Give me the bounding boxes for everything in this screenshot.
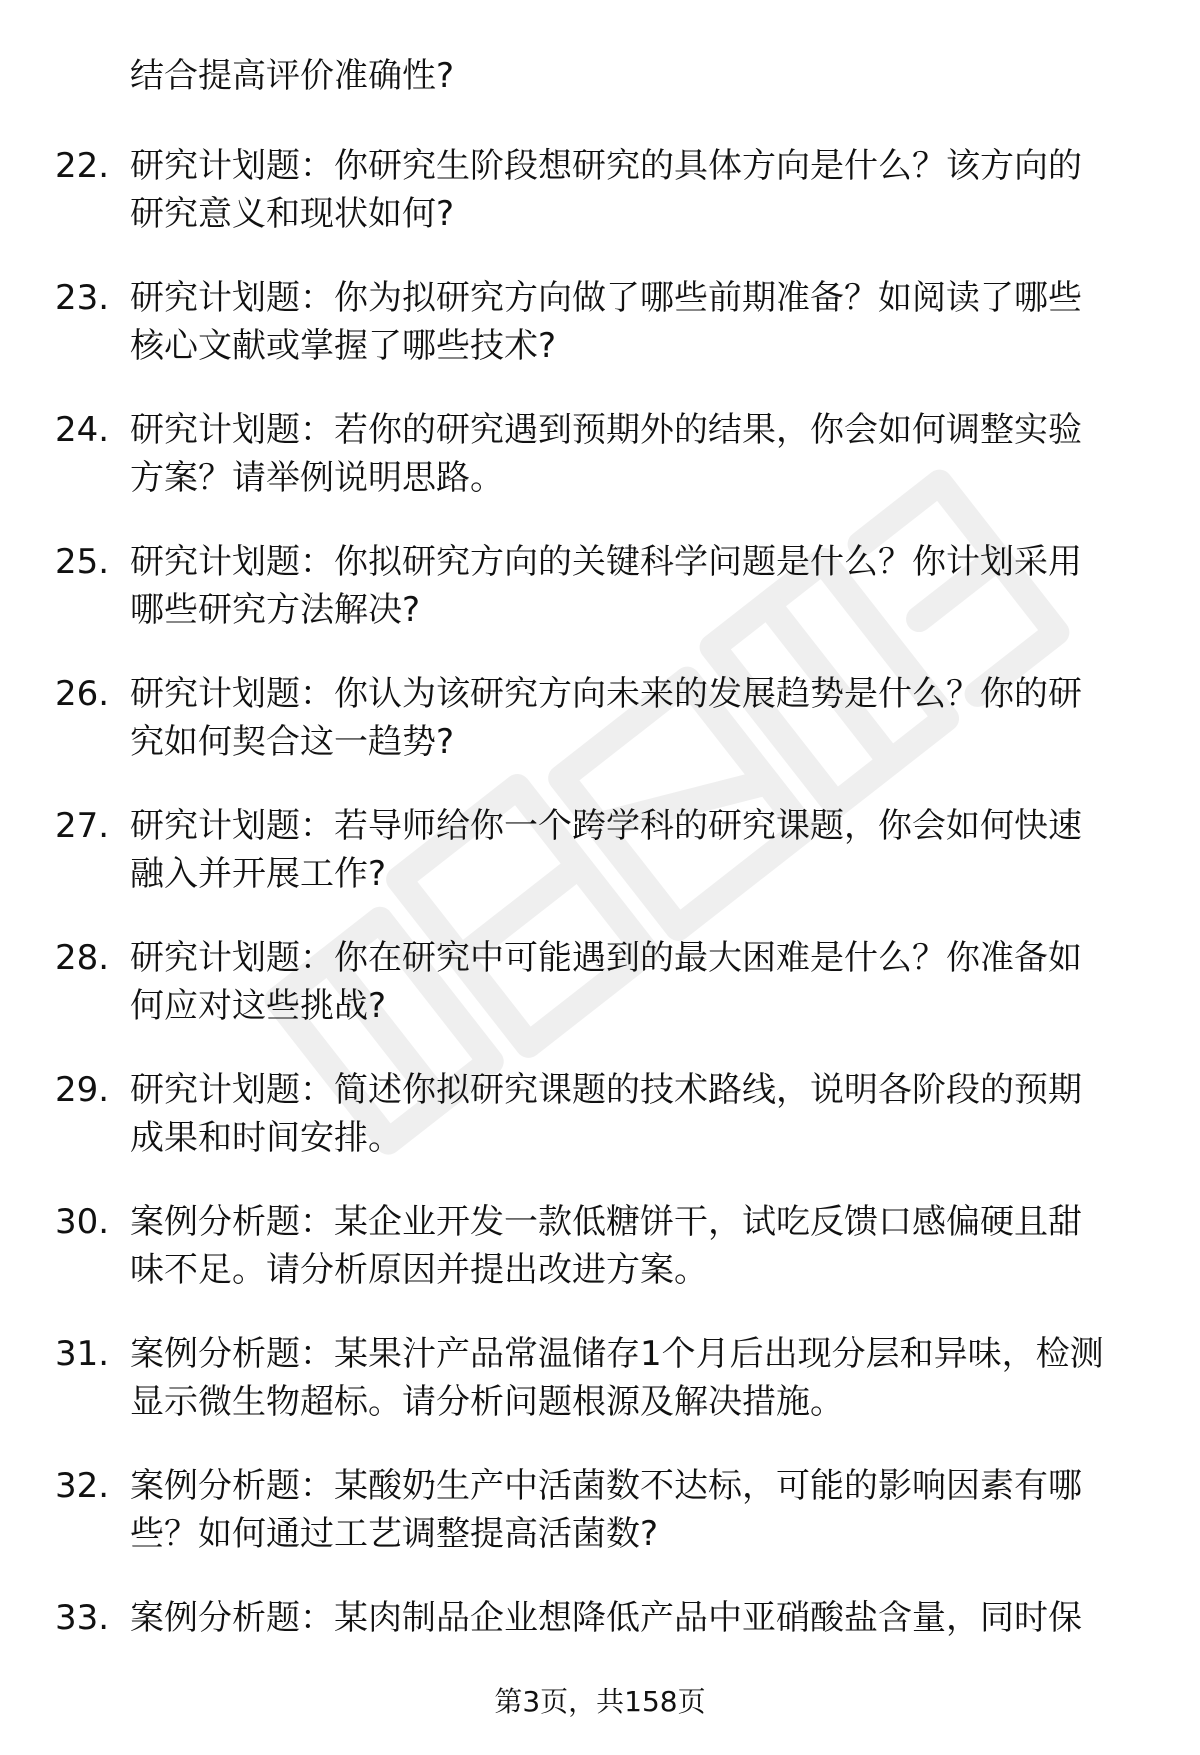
item-number: 29. (55, 1070, 110, 1110)
item-text (130, 670, 1140, 766)
item-line: 案例分析题：某果汁产品常温储存1个月后出现分层和异味，检测 (130, 1334, 1104, 1374)
item-number: 28. (55, 938, 110, 978)
item-line: 案例分析题：某企业开发一款低糖饼干，试吃反馈口感偏硬且甜 (130, 1202, 1082, 1242)
item-number: 33. (55, 1598, 110, 1638)
item-line: 核心文献或掌握了哪些技术? (130, 326, 557, 366)
item-line: 研究计划题：你在研究中可能遇到的最大困难是什么？你准备如 (130, 938, 1082, 978)
item-line: 研究计划题：若导师给你一个跨学科的研究课题，你会如何快速 (130, 806, 1082, 846)
question-list (0, 52, 1200, 1726)
item-number: 24. (55, 410, 110, 450)
item-text (130, 1462, 1140, 1558)
item-text (130, 538, 1140, 634)
item-number: 23. (55, 278, 110, 318)
item-text (130, 274, 1140, 370)
item-line: 研究计划题：若你的研究遇到预期外的结果，你会如何调整实验 (130, 410, 1082, 450)
item-text (130, 1198, 1140, 1294)
list-item (0, 1330, 1200, 1426)
list-item (0, 142, 1200, 238)
item-text (130, 1330, 1140, 1426)
item-text (130, 802, 1140, 898)
item-line: 融入并开展工作? (130, 854, 387, 894)
list-item (0, 1198, 1200, 1294)
item-number: 25. (55, 542, 110, 582)
item-text (130, 934, 1140, 1030)
list-item (0, 1066, 1200, 1162)
item-number: 30. (55, 1202, 110, 1242)
item-text (130, 1066, 1140, 1162)
item-line: 研究计划题：你认为该研究方向未来的发展趋势是什么？你的研 (130, 674, 1082, 714)
item-line: 研究计划题：你拟研究方向的关键科学问题是什么？你计划采用 (130, 542, 1082, 582)
item-line: 研究计划题：你研究生阶段想研究的具体方向是什么？该方向的 (130, 146, 1082, 186)
item-line: 研究计划题：简述你拟研究课题的技术路线，说明各阶段的预期 (130, 1070, 1082, 1110)
item-line: 些？如何通过工艺调整提高活菌数? (130, 1514, 659, 1554)
item-text (130, 142, 1140, 238)
continuation-text: 结合提高评价准确性? (130, 56, 455, 96)
item-line: 研究计划题：你为拟研究方向做了哪些前期准备？如阅读了哪些 (130, 278, 1082, 318)
item-number: 31. (55, 1334, 110, 1374)
item-line: 案例分析题：某肉制品企业想降低产品中亚硝酸盐含量，同时保 (130, 1598, 1082, 1638)
item-text (130, 406, 1140, 502)
list-item (0, 538, 1200, 634)
item-line: 成果和时间安排。 (130, 1118, 402, 1158)
item-line: 何应对这些挑战? (130, 986, 387, 1026)
page-footer: 第3页，共158页 (494, 1685, 706, 1718)
list-item (0, 934, 1200, 1030)
item-line: 哪些研究方法解决? (130, 590, 421, 630)
list-item (0, 1462, 1200, 1558)
item-line: 究如何契合这一趋势? (130, 722, 455, 762)
list-item (0, 406, 1200, 502)
item-number: 27. (55, 806, 110, 846)
list-item (0, 274, 1200, 370)
item-number: 32. (55, 1466, 110, 1506)
item-number: 26. (55, 674, 110, 714)
list-item (0, 670, 1200, 766)
item-line: 案例分析题：某酸奶生产中活菌数不达标，可能的影响因素有哪 (130, 1466, 1082, 1506)
item-number: 22. (55, 146, 110, 186)
item-line: 显示微生物超标。请分析问题根源及解决措施。 (130, 1382, 844, 1422)
item-line: 研究意义和现状如何? (130, 194, 455, 234)
item-text (130, 1594, 1140, 1642)
item-line: 味不足。请分析原因并提出改进方案。 (130, 1250, 708, 1290)
list-item (0, 1594, 1200, 1690)
list-item (0, 802, 1200, 898)
item-line: 方案？请举例说明思路。 (130, 458, 504, 498)
